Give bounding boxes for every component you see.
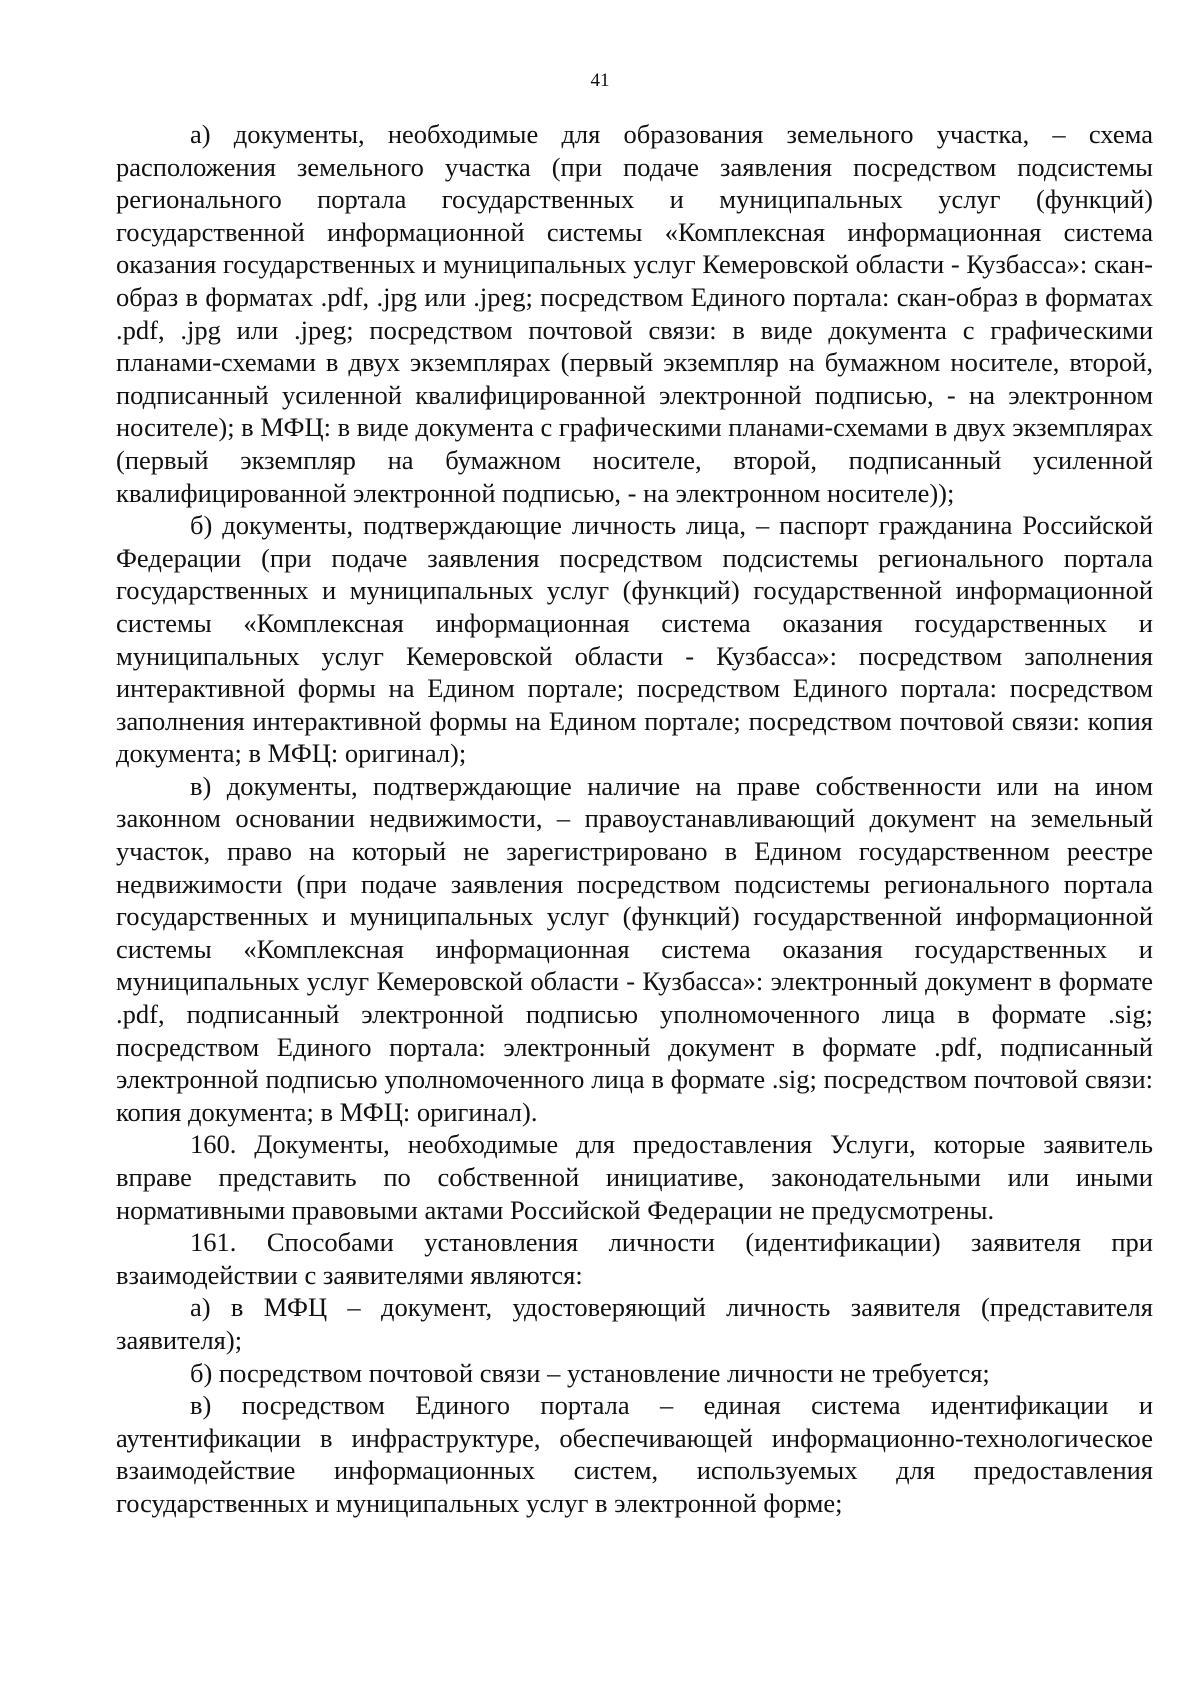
paragraph-postal-identification: б) посредством почтовой связи – установление личности не требуется; <box>190 1357 990 1388</box>
paragraph-portal-identification: в) посредством Единого портала – единая система идентификации и аутентификации в инфраструктуре, обеспечивающей информационно-технологическое взаимодействие информационных систем, используемых для предоставления государственных и муниципальных услуг в электронной форме; <box>116 1390 1153 1518</box>
page-number: 41 <box>590 70 610 91</box>
document-body <box>116 118 1153 1520</box>
paragraph-mfc-identification: а) в МФЦ – документ, удостоверяющий личность заявителя (представителя заявителя); <box>116 1292 1153 1355</box>
paragraph-item-161: 161. Способами установления личности (идентификации) заявителя при взаимодействии с заявителями являются: <box>116 1227 1153 1290</box>
paragraph-documents-land-formation: а) документы, необходимые для образования земельного участка, – схема расположения земельного участка (при подаче заявления посредством подсистемы регионального портала государственных и муниципальных услуг (функций) государственной информационной системы «Комплексная информационная система оказания государственных и муниципальных услуг Кемеровской области - Кузбасса»: скан-образ в форматах .pdf, .jpg или .jpeg; посредством Единого портала: скан-образ в форматах .pdf, .jpg или .jpeg; посредством почтовой связи: в виде документа с графическими планами-схемами в двух экземплярах (первый экземпляр на бумажном носителе, второй, подписанный усиленной квалифицированной электронной подписью, - на электронном носителе); в МФЦ: в виде документа с графическими планами-схемами в двух экземплярах (первый экземпляр на бумажном носителе, второй, подписанный усиленной квалифицированной электронной подписью, - на электронном носителе)); <box>116 119 1153 508</box>
paragraph-identity-documents: б) документы, подтверждающие личность лица, – паспорт гражданина Российской Федерации (при подаче заявления посредством подсистемы регионального портала государственных и муниципальных услуг (функций) государственной информационной системы «Комплексная информационная система оказания государственных и муниципальных услуг Кемеровской области - Кузбасса»: посредством заполнения интерактивной формы на Едином портале; посредством Единого портала: посредством заполнения интерактивной формы на Едином портале; посредством почтовой связи: копия документа; в МФЦ: оригинал); <box>116 510 1153 769</box>
paragraph-item-160: 160. Документы, необходимые для предоставления Услуги, которые заявитель вправе представить по собственной инициативе, законодательными или иными нормативными правовыми актами Российской Федерации не предусмотрены. <box>116 1129 1153 1225</box>
paragraph-ownership-documents: в) документы, подтверждающие наличие на праве собственности или на ином законном основании недвижимости, – правоустанавливающий документ на земельный участок, право на который не зарегистрировано в Едином государственном реестре недвижимости (при подаче заявления посредством подсистемы регионального портала государственных и муниципальных услуг (функций) государственной информационной системы «Комплексная информационная система оказания государственных и муниципальных услуг Кемеровской области - Кузбасса»: электронный документ в формате .pdf, подписанный электронной подписью уполномоченного лица в формате .sig; посредством Единого портала: электронный документ в формате .pdf, подписанный электронной подписью уполномоченного лица в формате .sig; посредством почтовой связи: копия документа; в МФЦ: оригинал). <box>116 770 1153 1127</box>
